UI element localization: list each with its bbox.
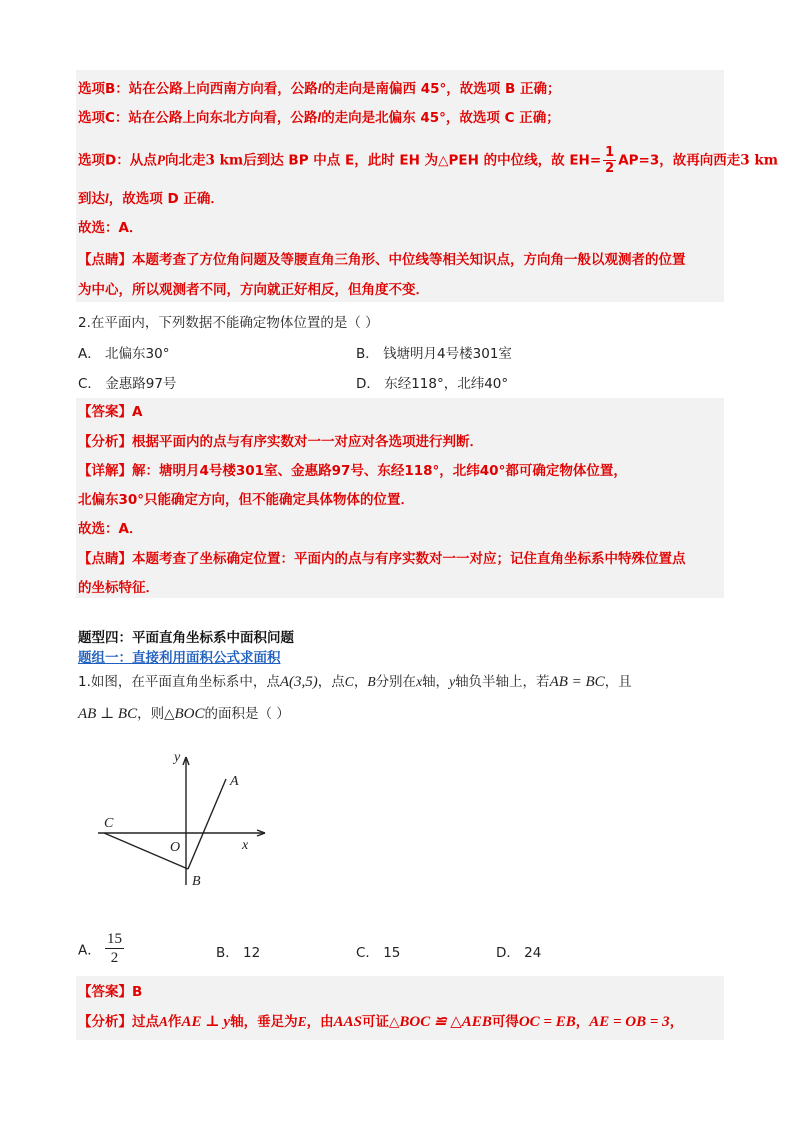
text: 东经118°，北纬40° <box>384 376 509 392</box>
text: 轴负半轴上，若 <box>455 674 550 690</box>
text: 选项D：从点 <box>78 152 157 169</box>
frac-den: 2 <box>605 161 615 176</box>
text: AP=3，故再向西走 <box>618 152 741 169</box>
q2-option-c <box>78 372 176 392</box>
point-a-coord: A(3,5) <box>279 674 318 690</box>
var-x: x <box>416 674 423 689</box>
coordinate-figure <box>90 745 270 895</box>
text: ，则△ <box>137 706 175 722</box>
text: 的走向是南偏西 45°，故选项 B 正确； <box>321 81 561 97</box>
eq-oc-eb: OC = EB <box>518 1014 576 1030</box>
detail-line-2b: 北偏东30°只能确定方向，但不能确定具体物体的位置． <box>78 492 415 508</box>
analysis-line-3 <box>78 1010 683 1034</box>
var-b: B <box>367 674 376 689</box>
distance: 3 km <box>740 152 779 169</box>
distance: 3 km <box>205 152 244 169</box>
text: 可得 <box>491 1014 519 1030</box>
text: ，故选项 D 正确． <box>108 191 224 207</box>
q1-option-d: D． 24 <box>496 945 542 961</box>
text: 作 <box>168 1014 182 1030</box>
text: ， <box>669 1014 684 1030</box>
option-b-line <box>78 79 561 99</box>
text: ， <box>575 1014 590 1030</box>
text: 的面积是（ ） <box>204 706 290 722</box>
label-c: C <box>104 816 114 831</box>
q1-option-b: B． 12 <box>216 945 261 961</box>
var-l: l <box>317 110 322 125</box>
perp-ae-y: AE ⊥ y <box>181 1014 231 1030</box>
label: A． <box>78 942 101 959</box>
q2-option-d <box>356 372 508 392</box>
frac-num: 15 <box>107 931 123 947</box>
var-l: l <box>317 81 322 96</box>
label: D． <box>356 376 380 392</box>
question-1-stem-line1 <box>78 670 632 694</box>
var-e: E <box>297 1014 307 1029</box>
eq-ae-ob: AE = OB = 3 <box>589 1014 670 1030</box>
label-b: B <box>192 874 201 889</box>
label-y: y <box>174 750 181 765</box>
congruence: BOC ≌ △AEB <box>399 1014 492 1030</box>
dianjing-line-2b: 的坐标特征． <box>78 580 159 596</box>
dianjing-line-2a: 【点睛】本题考查了坐标确定位置：平面内的点与有序实数对一一对应；记住直角坐标系中特殊位置点 <box>78 551 686 567</box>
text: 北偏东30° <box>105 346 170 362</box>
analysis-line-2: 【分析】根据平面内的点与有序实数对一一对应对各选项进行判断． <box>78 434 483 450</box>
fraction-half <box>603 145 616 176</box>
fraction-15-2 <box>105 930 124 967</box>
option-d-line <box>78 145 778 176</box>
text: 钱塘明月4号楼301室 <box>383 346 512 362</box>
text: ，点 <box>317 674 345 690</box>
aas: AAS <box>333 1014 362 1030</box>
answer-line-2: 【答案】A <box>78 404 143 420</box>
label-o: O <box>170 840 181 855</box>
text: 的走向是北偏东 45°，故选项 C 正确； <box>321 110 560 126</box>
question-2-stem: 2.在平面内，下列数据不能确定物体位置的是（ ） <box>78 315 379 331</box>
var-a: A <box>159 1014 169 1029</box>
var-p: P <box>156 152 165 168</box>
text: 分别在 <box>375 674 417 690</box>
dianjing-line-1a: 【点睛】本题考查了方位角问题及等腰直角三角形、中位线等相关知识点，方向角一般以观测者的位置 <box>78 252 686 268</box>
answer-line-1: 故选：A． <box>78 220 143 236</box>
section-title: 题型四：平面直角坐标系中面积问题 <box>78 630 294 646</box>
text: 可证△ <box>361 1014 400 1030</box>
label-a: A <box>230 774 239 789</box>
answer-line-3: 【答案】B <box>78 984 143 1000</box>
choose-line-2: 故选：A． <box>78 521 143 537</box>
text: 选项B：站在公路上向西南方向看，公路 <box>78 81 318 97</box>
option-c-line <box>78 108 560 128</box>
var-l: l <box>105 191 109 206</box>
text: ，由 <box>306 1014 334 1030</box>
equation-ab-bc: AB = BC <box>549 674 605 690</box>
text: 向北走 <box>164 152 206 169</box>
var-y: y <box>449 674 456 689</box>
text: 到达 <box>78 191 105 207</box>
text: 轴，垂足为 <box>230 1014 298 1030</box>
option-d-line-2 <box>78 189 224 209</box>
q1-option-c: C． 15 <box>356 945 401 961</box>
var-c: C <box>344 674 354 689</box>
perpendicular-relation: AB ⊥ BC <box>78 706 138 722</box>
q2-option-a <box>78 342 169 362</box>
section-subtitle[interactable]: 题组一：直接利用面积公式求面积 <box>78 650 281 666</box>
text: 轴， <box>422 674 450 690</box>
text: 1.如图，在平面直角坐标系中，点 <box>78 674 280 690</box>
label: A． <box>78 346 101 362</box>
dianjing-line-1b: 为中心，所以观测者不同，方向就正好相反，但角度不变． <box>78 282 429 298</box>
label-x: x <box>242 838 249 853</box>
text: ， <box>353 674 368 690</box>
text: 选项C：站在公路上向东北方向看，公路 <box>78 110 318 126</box>
segment-ba <box>188 779 226 869</box>
triangle-boc: BOC <box>174 706 205 722</box>
text: 后到达 BP 中点 E，此时 EH 为△PEH 的中位线，故 EH= <box>243 152 602 169</box>
frac-num: 1 <box>605 145 615 160</box>
question-1-stem-line2 <box>78 702 290 726</box>
frac-den: 2 <box>110 950 119 966</box>
q2-option-b <box>356 342 512 362</box>
text: 【分析】过点 <box>78 1014 159 1030</box>
text: 金惠路97号 <box>105 376 177 392</box>
label: B． <box>356 346 379 362</box>
detail-line-2a: 【详解】解：塘明月4号楼301室、金惠路97号、东经118°，北纬40°都可确定物体位置， <box>78 463 627 479</box>
text: ，且 <box>604 674 632 690</box>
q1-option-a <box>78 930 124 967</box>
label: C． <box>78 376 101 392</box>
